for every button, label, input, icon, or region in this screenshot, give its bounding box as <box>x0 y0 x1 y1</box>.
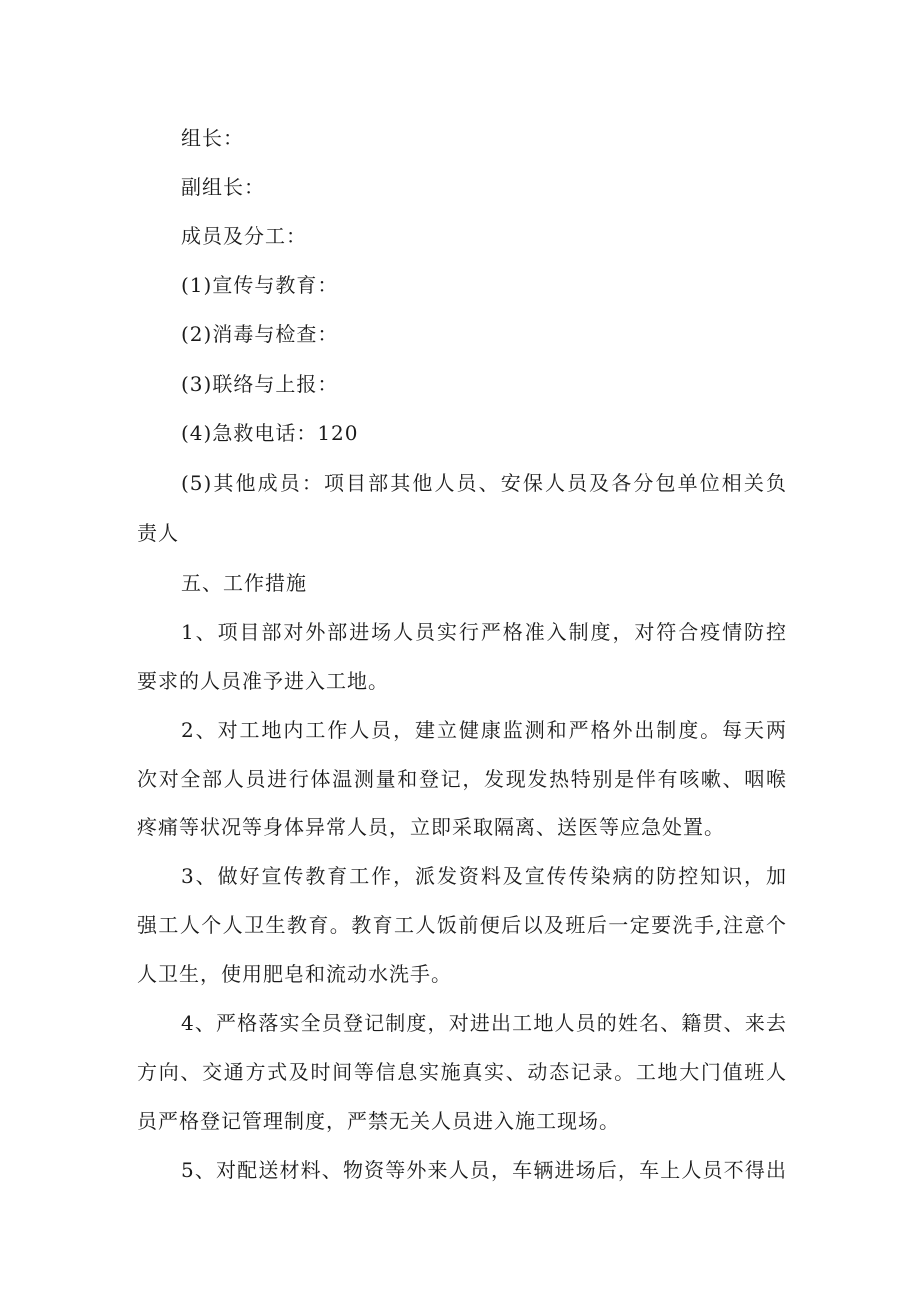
paragraph-4-line-2: 方向、交通方式及时间等信息实施真实、动态记录。工地大门值班人 <box>137 1060 787 1084</box>
paragraph-1-line-1: 1、项目部对外部进场人员实行严格准入制度，对符合疫情防控 <box>181 620 787 644</box>
paragraph-4-line-1: 4、严格落实全员登记制度，对进出工地人员的姓名、籍贯、来去 <box>181 1011 787 1035</box>
item-deputy-group-leader: 副组长： <box>181 175 265 199</box>
item-members-division: 成员及分工： <box>181 224 307 248</box>
item-publicity-education: (1)宣传与教育： <box>181 273 339 297</box>
paragraph-3-line-2: 强工人个人卫生教育。教育工人饭前便后以及班后一定要洗手,注意个 <box>137 913 787 937</box>
paragraph-2-line-3: 疼痛等状况等身体异常人员，立即采取隔离、送医等应急处置。 <box>137 815 725 839</box>
item-group-leader: 组长： <box>181 126 244 150</box>
item-disinfection-inspection: (2)消毒与检查： <box>181 322 339 346</box>
item-liaison-reporting: (3)联络与上报： <box>181 372 339 396</box>
item-other-members-line-2: 责人 <box>137 521 179 545</box>
paragraph-1-line-2: 要求的人员准予进入工地。 <box>137 669 389 693</box>
item-emergency-phone: (4)急救电话：120 <box>181 421 359 445</box>
paragraph-4-line-3: 员严格登记管理制度，严禁无关人员进入施工现场。 <box>137 1109 620 1133</box>
paragraph-3-line-3: 人卫生，使用肥皂和流动水洗手。 <box>137 962 452 986</box>
paragraph-2-line-2: 次对全部人员进行体温测量和登记，发现发热特别是伴有咳嗽、咽喉 <box>137 767 787 791</box>
paragraph-3-line-1: 3、做好宣传教育工作，派发资料及宣传传染病的防控知识，加 <box>181 864 787 888</box>
item-other-members-line-1: (5)其他成员：项目部其他人员、安保人员及各分包单位相关负 <box>181 471 787 495</box>
section-heading: 五、工作措施 <box>181 571 307 595</box>
paragraph-2-line-1: 2、对工地内工作人员，建立健康监测和严格外出制度。每天两 <box>181 718 787 742</box>
paragraph-5-line-1: 5、对配送材料、物资等外来人员，车辆进场后，车上人员不得出 <box>181 1158 787 1182</box>
